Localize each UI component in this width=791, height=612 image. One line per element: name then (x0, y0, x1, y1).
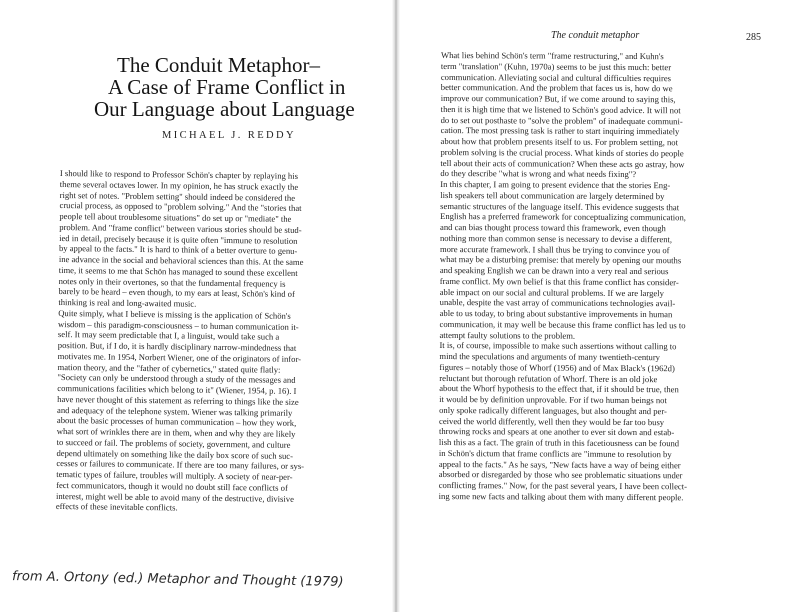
text-line: interest, might well be able to avoid many of the destructive, divisive (55, 490, 294, 504)
text-line: conflicting frames." Now, for the past several years, I have been collect- (438, 479, 687, 492)
text-line: time, it seems to me that Schön has managed to sound these excellent (58, 264, 298, 278)
text-line: Quite simply, what I believe is missing is the application of Schön's (58, 307, 291, 321)
text-line: self. It may seem predictable that I, a linguist, would take such a (57, 329, 280, 342)
text-line: cesses or failures to communicate. If there are too many failures, or sys- (56, 458, 305, 472)
text-line: to succeed or fail. The problems of society, government, and culture (56, 436, 291, 450)
text-line: and adequacy of the telephone system. Wiener was talking primarily (56, 404, 293, 418)
chapter-title-line-1: The Conduit Metaphor– (117, 53, 320, 77)
text-line: people tell about troublesome situations" do set up or "mediate" the (59, 210, 292, 224)
text-line: tell about their acts of communication? When these acts go astray, how (440, 157, 685, 169)
author-name: MICHAEL J. REDDY (162, 130, 296, 141)
text-line: lish speakers tell about communication are largely determined by (440, 189, 665, 201)
text-line: it would be by definition unprovable. For if two human beings not (439, 393, 667, 406)
handwritten-source-note: from A. Ortony (ed.) Metaphor and Thought (1979) (11, 569, 344, 590)
text-line: absorbed or disregarded by those who see problematic situations under (438, 469, 683, 481)
text-line: then it is high time that we listened to Schön's good advice. It will not (440, 103, 681, 116)
text-line: tematic types of failure, troubles will multiply. A society of near-per- (56, 468, 293, 482)
text-line: thinking is real and long-awaited music. (58, 296, 197, 309)
text-line: figures – notably those of Whorf (1956) and of Max Black's (1962d) (439, 361, 675, 373)
text-line: able impact on our social and cultural problems. If we are largely (439, 286, 664, 298)
text-line: crucial process, as opposed to "problem solving." And the "stories that (59, 200, 302, 214)
text-line: communication, it may well be because this frame conflict has led us to (439, 318, 686, 331)
page-number: 285 (746, 32, 761, 43)
text-line: what may be a disturbing premise: that merely by opening our mouths (439, 254, 682, 266)
text-line: lish this as a fact. The grain of truth in this facetiousness can be found (438, 436, 680, 449)
text-line: motivates me. In 1954, Norbert Wiener, one of the originators of infor- (57, 350, 302, 364)
text-line: better communication. And the problem that faces us is, how do we (440, 82, 673, 94)
text-line: ine advance in the social and behavioral sciences than this. At the same (58, 253, 304, 267)
text-line: What lies behind Schön's term "frame restructuring," and Kuhn's (440, 50, 664, 62)
text-line: theme several octaves lower. In my opinion, he has struck exactly the (59, 178, 299, 192)
text-line: appeal to the facts." As he says, "New facts have a way of being either (438, 458, 681, 470)
text-line: wisdom – this paradigm-consciousness – to human communication it- (58, 318, 299, 332)
text-line: do they describe "what is wrong and what needs fixing"? (440, 168, 637, 180)
text-line: throwing rocks and spears at one another to ever sit down and estab- (438, 426, 675, 438)
text-line: about the Whorf hypothesis to the effect that, if it should be true, then (439, 383, 679, 395)
text-line: attempt faulty solutions to the problem. (439, 329, 576, 341)
left-body-text (56, 168, 370, 516)
text-line: reluctant but thorough refutation of Whorf. There is an old joke (439, 372, 658, 384)
text-line: English has a preferred framework for conceptualizing communication, (440, 211, 686, 223)
text-line: problem solving is the crucial process. What kinds of stories do people (440, 146, 684, 159)
text-line: right set of notes. "Problem setting" should indeed be considered the (59, 189, 296, 203)
book-gutter (392, 0, 400, 612)
text-line: only spoke radically different languages, but also thought and per- (439, 404, 667, 416)
text-line: communications facilities which belong to it" (Wiener, 1954, p. 16). I (57, 382, 297, 396)
text-line: in Schön's dictum that frame conflicts are "immune to resolution by (438, 447, 672, 459)
text-line: term "translation" (Kuhn, 1970a) seems to be just this much: better (440, 60, 672, 72)
text-line: do to set out posthaste to "solve the problem" of inadequate communi- (440, 114, 683, 126)
text-line: mation theory, and the "father of cybernetics," stated quite flatly: (57, 361, 281, 375)
text-line: notes only in their overtones, so that the fundamental frequency is (58, 275, 286, 289)
text-line: semantic structures of the language itself. This evidence suggests that (440, 200, 680, 212)
text-line: mind the speculations and arguments of many twentieth-century (439, 350, 661, 363)
text-line: and speaking English we can be drawn into a very real and serious (439, 264, 669, 277)
text-line: able to us today, to bring about substantive improvements in human (439, 307, 673, 320)
text-line: improve our communication? But, if we come around to saying this, (440, 92, 676, 105)
text-line: fect communicators, though it would no doubt still face conflicts of (56, 479, 288, 493)
text-line: cation. The most pressing task is rather to start inquiring immediately (440, 125, 680, 137)
text-line: problem. And "frame conflict" between various stories should be stud- (59, 221, 302, 235)
text-line: have never thought of this statement as referring to things like the size (57, 393, 299, 407)
text-line: In this chapter, I am going to present evidence that the stories Eng- (440, 178, 671, 191)
right-page (400, 0, 791, 612)
text-line: frame conflict. My own belief is that this frame conflict has consider- (439, 275, 679, 287)
right-body-text (439, 50, 753, 503)
text-line: ing some new facts and talking about them with many different people. (438, 490, 684, 503)
chapter-title-line-2: A Case of Frame Conflict in (108, 75, 346, 99)
text-line: by appeal to the facts." It is hard to think of a better overture to genu- (58, 243, 298, 257)
running-head: The conduit metaphor (551, 30, 640, 41)
text-line: barely to be heard – even though, to my ears at least, Schön's kind of (58, 286, 295, 300)
text-line: position. But, if I do, it is hardly disciplinary narrow-mindedness that (57, 339, 297, 353)
text-line: ceived the world differently, well then they would be far too busy (439, 415, 665, 427)
text-line: communication. Alleviating social and cultural difficulties requires (440, 71, 672, 83)
left-page (0, 0, 392, 612)
text-line: and can bias thought process toward this framework, even though (440, 221, 666, 234)
chapter-title-line-3: Our Language about Language (94, 97, 355, 121)
text-line: depend ultimately on something like the daily box score of such suc- (56, 447, 294, 461)
text-line: ied in detail, precisely because it is quite often "immune to resolution (59, 232, 298, 246)
text-line: effects of these inevitable conflicts. (55, 501, 178, 513)
text-line: nothing more than common sense is necessary to devise a different, (439, 232, 673, 244)
text-line: It is, of course, impossible to make such assertions without calling to (439, 340, 677, 352)
text-line: what sort of wrinkles there are in them, when and why they are likely (56, 425, 296, 439)
text-line: "Society can only be understood through a study of the messages and (57, 372, 296, 386)
text-line: I should like to respond to Professor Schön's chapter by replaying his (59, 168, 299, 181)
text-line: more accurate framework. I shall thus be trying to convince you of (439, 243, 670, 255)
text-line: about how that problem presents itself to us. For problem setting, not (440, 135, 679, 148)
text-line: unable, despite the vast array of communications technologies avail- (439, 297, 676, 309)
text-line: about the basic processes of human communication – how they work, (56, 415, 297, 429)
